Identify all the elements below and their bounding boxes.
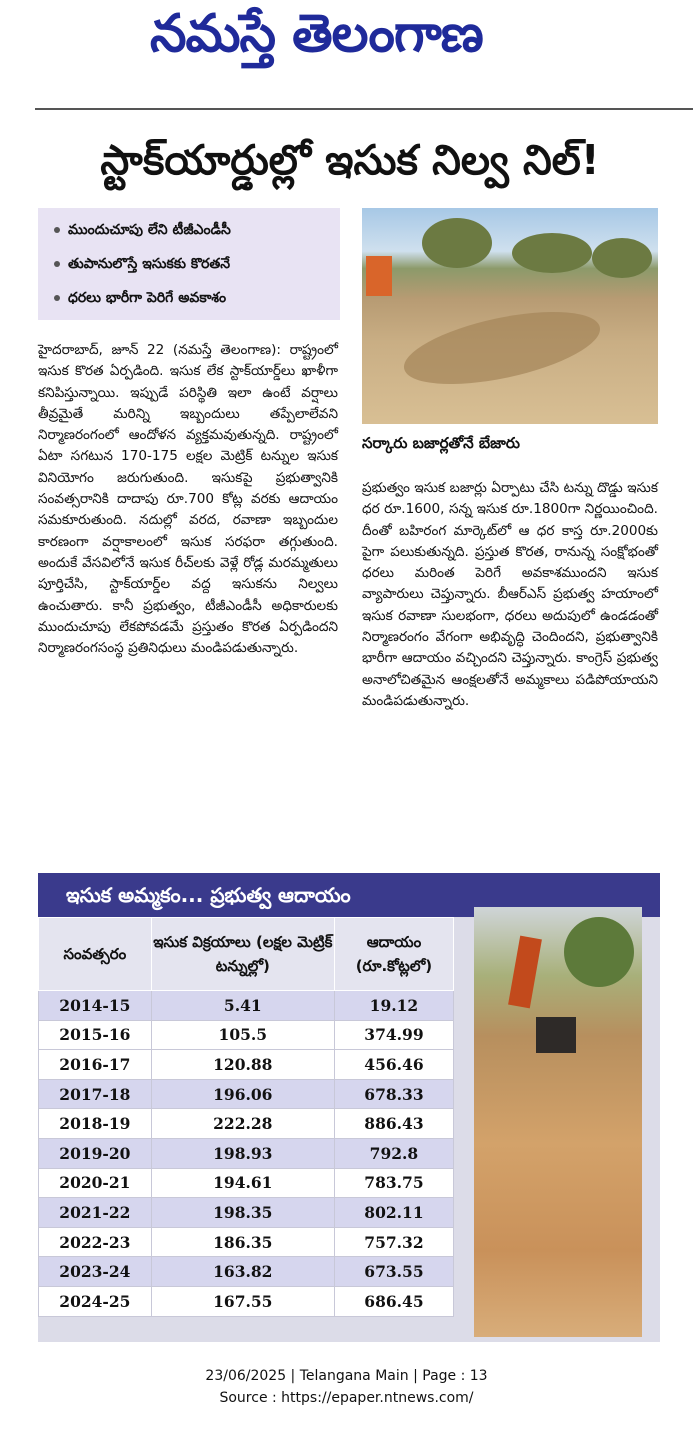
bullet-icon xyxy=(54,261,60,267)
truck-shape xyxy=(536,1017,576,1053)
tree-shape xyxy=(422,218,492,268)
bullet-icon xyxy=(54,295,60,301)
article-right-column xyxy=(362,478,658,712)
article-text: హైదరాబాద్‌, జూన్‌ 22 (నమస్తే తెలంగాణ): రాష్ట్రంలో ఇసుక కొరత ఏర్పడింది. ఇసుక లేక స్టాక్‌యార్డ్‌లు ఖాళీగా కనిపిస్తున్నాయి. ఇప్పుడే పరిస్థితి ఇలా ఉంటే వర్షాలు తీవ్రమైతే మరిన్ని ఇబ్బందులు తప్పేలాలేవని నిర్మాణరంగంలో ఆందోళన వ్యక్తమవుతున్నది. రాష్ట్రంలో ఏటా సగటున 170-175 లక్షల మెట్రిక్‌ టన్నుల ఇసుక వినియోగం జరుగుతుంది. ఇసుకపై ప్రభుత్వానికి సంవత్సరానికి దాదాపు రూ.700 కోట్ల వరకు ఆదాయం సమకూరుతుంది. నదుల్లో వరద, రవాణా ఇబ్బందుల కారణంగా వర్షాకాలంలో ఇసుక సరఫరా తగ్గుతుంది. అందుకే వేసవిలోనే ఇసుక రీచ్‌లకు వెళ్లే రోడ్ల మరమ్మతులు పూర్తిచేసి, స్టాక్‌యార్డ్‌ల వద్ద ఇసుకను నిల్వలు ఉంచుతారు. కానీ ప్రభుత్వం, టీజీఎండీసీ అధికారులకు ముందుచూపు లేకపోవడమే ప్రస్తుతం కొరత ఏర్పడిందని నిర్మాణరంగసంస్థ ప్రతినిధులు మండిపడుతున్నారు. xyxy=(38,342,338,657)
sand-sales-table xyxy=(38,917,454,1317)
table-row: 2014-15 5.41 19.12 xyxy=(39,991,454,1021)
table-row: 2019-20 198.93 792.8 xyxy=(39,1138,454,1168)
article-left-column xyxy=(38,340,338,659)
table-row: 2022-23 186.35 757.32 xyxy=(39,1227,454,1257)
sand-ridge-shape xyxy=(398,298,606,398)
newspaper-logo: నమస్తే తెలంగాణ xyxy=(150,4,483,64)
highlights-box xyxy=(38,208,340,320)
tree-shape xyxy=(592,238,652,278)
tree-shape xyxy=(512,233,592,273)
header-revenue: ఆదాయం (రూ.కోట్లలో) xyxy=(334,918,453,991)
table-row: 2018-19 222.28 886.43 xyxy=(39,1109,454,1139)
sand-mining-photo xyxy=(474,907,642,1337)
footer-date-line: 23/06/2025 | Telangana Main | Page : 13 xyxy=(205,1368,488,1384)
masthead xyxy=(0,0,693,108)
table-row: 2015-16 105.5 374.99 xyxy=(39,1020,454,1050)
table-row: 2020-21 194.61 783.75 xyxy=(39,1168,454,1198)
table-row: 2024-25 167.55 686.45 xyxy=(39,1286,454,1316)
table-header-row xyxy=(39,918,454,991)
sand-stockyard-photo xyxy=(362,208,658,424)
table-row: 2021-22 198.35 802.11 xyxy=(39,1198,454,1228)
table-title: ఇసుక అమ్మకం... ప్రభుత్వ ఆదాయం xyxy=(38,873,660,917)
masthead-divider xyxy=(35,108,693,110)
tree-shape xyxy=(564,917,634,987)
highlight-item: తుపానులొస్తే ఇసుకకు కొరతనే xyxy=(54,256,230,275)
footer-source-line: Source : https://epaper.ntnews.com/ xyxy=(219,1390,474,1406)
headline: స్టాక్‌యార్డుల్లో ఇసుక నిల్వ నిల్! xyxy=(100,136,600,184)
header-sales: ఇసుక విక్రయాలు (లక్షల మెట్రిక్‌ టన్నుల్లో) xyxy=(151,918,334,991)
table-row: 2016-17 120.88 456.46 xyxy=(39,1050,454,1080)
excavator-shape xyxy=(366,256,392,296)
highlight-item: ధరలు భారీగా పెరిగే అవకాశం xyxy=(54,290,226,309)
subheading: సర్కారు బజార్లతోనే బేజారు xyxy=(362,434,520,452)
table-row: 2023-24 163.82 673.55 xyxy=(39,1257,454,1287)
article-text: ప్రభుత్వం ఇసుక బజార్లు ఏర్పాటు చేసి టన్ను దొడ్డు ఇసుక ధర రూ.1600, సన్న ఇసుక రూ.1800గా నిర్ణయించింది. దీంతో బహిరంగ మార్కెట్‌లో ఆ ధర కాస్త రూ.2000కు పైగా పలుకుతున్నది. ప్రస్తుత కొరత, రానున్న సంక్షోభంతో ధరలు మరింత పెరిగే అవకాశముందని ఇసుక వ్యాపారులు చెప్తున్నారు. బీఆర్‌ఎస్‌ ప్రభుత్వ హయాంలో ఇసుక రవాణా సులభంగా, ధరలు అదుపులో ఉండడంతో నిర్మాణరంగం వేగంగా అభివృద్ధి చెందిందని, ప్రభుత్వానికి భారీగా ఆదాయం వచ్చిందని చెప్తున్నారు. కాంగ్రెస్‌ ప్రభుత్వ అనాలోచితమైన ఆంక్షలతోనే అమ్మకాలు పడిపోయాయని మండిపడుతున్నారు. xyxy=(362,480,658,709)
table-row: 2017-18 196.06 678.33 xyxy=(39,1079,454,1109)
excavator-arm-shape xyxy=(508,936,542,1009)
highlight-item: ముందుచూపు లేని టీజీఎండీసీ xyxy=(54,222,231,241)
bullet-icon xyxy=(54,227,60,233)
header-year: సంవత్సరం xyxy=(39,918,152,991)
